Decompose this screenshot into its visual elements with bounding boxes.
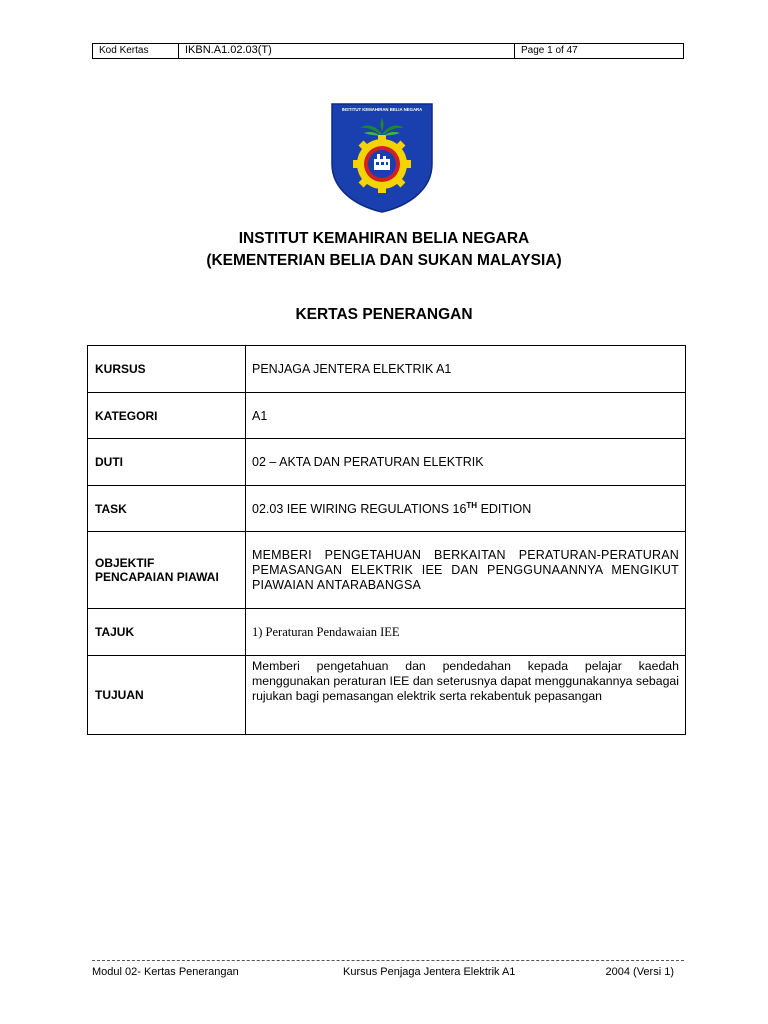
ministry-name: (KEMENTERIAN BELIA DAN SUKAN MALAYSIA) [206,252,562,269]
course-info-table [87,345,686,735]
table-row-kursus [88,346,686,393]
table-row-tujuan [88,656,686,735]
task-label: TASK [88,486,246,532]
task-text: 02.03 IEE WIRING REGULATIONS 16 [252,502,467,517]
table-row-kategori [88,393,686,439]
tajuk-value: 1) Peraturan Pendawaian IEE [246,609,686,656]
page-number: Page 1 of 47 [521,45,578,56]
objektif-label-line2: PENCAPAIAN PIAWAI [95,570,219,584]
duti-label: DUTI [88,439,246,486]
table-row-task [88,486,686,532]
footer-divider [92,960,684,961]
document-type-title: KERTAS PENERANGAN [295,306,473,323]
institute-name: INSTITUT KEMAHIRAN BELIA NEGARA [238,230,530,247]
objektif-value: MEMBERI PENGETAHUAN BERKAITAN PERATURAN-PERATURAN PEMASANGAN ELEKTRIK IEE DAN PENGGUNAANNYA MENGIKUT PIAWAIAN ANTARABANGSA [246,532,686,609]
tajuk-label: TAJUK [88,609,246,656]
institute-crest-logo [330,102,434,214]
document-header [92,43,684,59]
code-label: Kod Kertas [93,44,179,58]
kursus-label: KURSUS [88,346,246,393]
kategori-label: KATEGORI [88,393,246,439]
objektif-label-line1: OBJEKTIF [95,556,155,570]
kursus-value: PENJAGA JENTERA ELEKTRIK A1 [246,346,686,393]
footer-module: Modul 02- Kertas Penerangan [92,966,239,978]
table-row-duti [88,439,686,486]
logo-text: INSTITUT KEMAHIRAN BELIA NEGARA [341,107,423,112]
table-row-objektif [88,532,686,609]
tujuan-label: TUJUAN [88,656,246,735]
kategori-value: A1 [246,393,686,439]
footer-version: 2004 (Versi 1) [605,966,674,978]
table-row-tajuk [88,609,686,656]
task-value [246,486,686,532]
objektif-label [88,532,246,609]
code-value: IKBN.A1.02.03(T) [179,44,515,58]
task-superscript: TH [466,500,478,510]
footer-course: Kursus Penjaga Jentera Elektrik A1 [343,966,516,978]
duti-value: 02 – AKTA DAN PERATURAN ELEKTRIK [246,439,686,486]
tujuan-value: Memberi pengetahuan dan pendedahan kepada pelajar kaedah menggunakan peraturan IEE dan seterusnya dapat menggunakannya sebagai rujukan bagi pemasangan elektrik serta rekabentuk pepasangan [246,656,686,735]
task-text-end: EDITION [477,502,532,517]
